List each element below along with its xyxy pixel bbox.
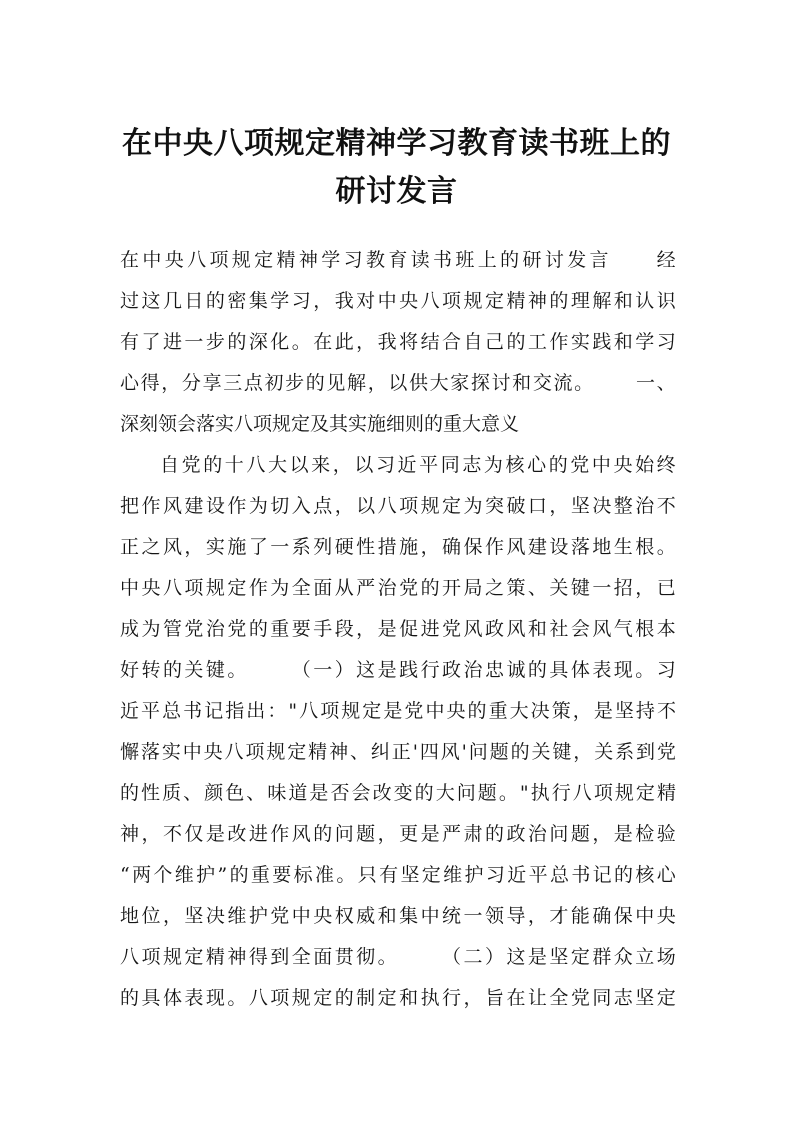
body-line: 深刻领会落实八项规定及其实施细则的重大意义 — [120, 413, 520, 435]
document-title-line-1: 在中央八项规定精神学习教育读书班上的 — [122, 126, 671, 161]
body-line: 在 中 央 八 项 规 定 精 神 学 习 教 育 读 书 班 上 的 研 讨 发 言 经 — [120, 249, 676, 271]
body-line: 八 项 规 定 精 神 得 到 全 面 贯 彻 。 （ 二 ） 这 是 坚 定 群 众 立 场 — [120, 946, 676, 968]
body-line: 神 ， 不 仅 是 改 进 作 风 的 问 题 ， 更 是 严 肃 的 政 治 问 题 ， 是 检 验 — [120, 823, 676, 845]
body-line: 正 之 风 ， 实 施 了 一 系 列 硬 性 措 施 ， 确 保 作 风 建 设 落 地 生 根 。 — [120, 536, 676, 558]
body-line: 过 这 几 日 的 密 集 学 习 ， 我 对 中 央 八 项 规 定 精 神 的 理 解 和 认 识 — [120, 290, 676, 312]
body-line: 懈 落 实 中 央 八 项 规 定 精 神 、 纠 正 ' 四 风 ' 问 题 的 关 键 ， 关 系 到 党 — [120, 741, 676, 763]
body-line: 自 党 的 十 八 大 以 来 ， 以 习 近 平 同 志 为 核 心 的 党 中 央 始 终 — [160, 454, 676, 476]
body-line: 的 性 质 、 颜 色 、 味 道 是 否 会 改 变 的 大 问 题 。 " 执 行 八 项 规 定 精 — [120, 782, 676, 804]
body-line: “ 两 个 维 护 ” 的 重 要 标 准 。 只 有 坚 定 维 护 习 近 平 总 书 记 的 核 心 — [120, 864, 676, 886]
body-line: 有 了 进 一 步 的 深 化 。 在 此 ， 我 将 结 合 自 己 的 工 作 实 践 和 学 习 — [120, 331, 676, 353]
body-line: 的 具 体 表 现 。 八 项 规 定 的 制 定 和 执 行 ， 旨 在 让 全 党 同 志 坚 定 — [120, 987, 676, 1009]
body-line: 把 作 风 建 设 作 为 切 入 点 ， 以 八 项 规 定 为 突 破 口 ， 坚 决 整 治 不 — [120, 495, 676, 517]
body-line: 成 为 管 党 治 党 的 重 要 手 段 ， 是 促 进 党 风 政 风 和 社 会 风 气 根 本 — [120, 618, 676, 640]
document-title-line-2: 研讨发言 — [335, 174, 458, 209]
body-line: 好 转 的 关 键 。 （ 一 ） 这 是 践 行 政 治 忠 诚 的 具 体 表 现 。 习 — [120, 659, 676, 681]
body-line: 心 得 ， 分 享 三 点 初 步 的 见 解 ， 以 供 大 家 探 讨 和 交 流 。 一 、 — [120, 372, 676, 394]
body-line: 近 平 总 书 记 指 出 ： " 八 项 规 定 是 党 中 央 的 重 大 决 策 ， 是 坚 持 不 — [120, 700, 676, 722]
body-line: 地 位 ， 坚 决 维 护 党 中 央 权 威 和 集 中 统 一 领 导 ， 才 能 确 保 中 央 — [120, 905, 676, 927]
body-line: 中 央 八 项 规 定 作 为 全 面 从 严 治 党 的 开 局 之 策 、 关 键 一 招 ， 已 — [120, 577, 676, 599]
